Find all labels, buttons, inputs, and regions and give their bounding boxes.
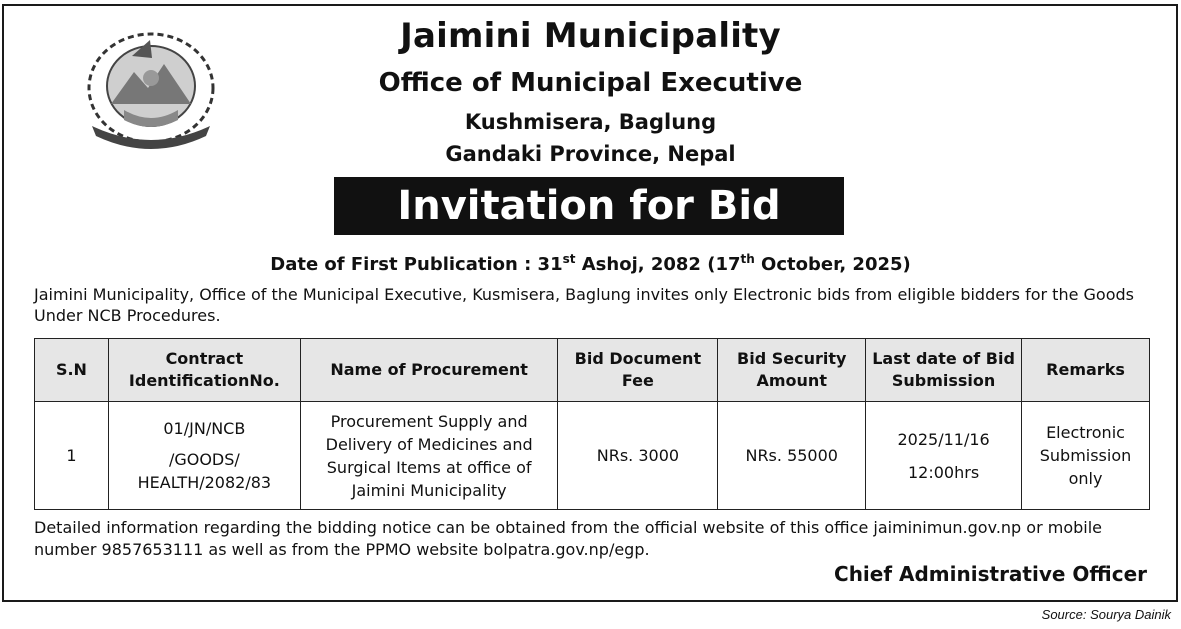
header-sn: S.N (35, 339, 109, 402)
header-security: Bid Security Amount (718, 339, 866, 402)
source-credit: Source: Sourya Dainik (1041, 607, 1171, 622)
detail-paragraph: Detailed information regarding the bidding notice can be obtained from the official website of this office jaiminimun.gov.np or mobile number 9857653111 as well as from the PPMO website bolpatra.gov.np/egp. (34, 518, 1102, 559)
bid-table (34, 338, 1150, 510)
cell-deadline (866, 402, 1022, 510)
table-row (35, 402, 1150, 510)
publication-date-mid: Ashoj, 2082 (17 (575, 254, 741, 275)
address-line: Kushmisera, Baglung (464, 110, 717, 134)
contract-id-line: 01/JN/NCB (163, 419, 246, 438)
contract-id-line: /GOODS/ (168, 450, 240, 469)
cell-sn: 1 (35, 402, 109, 510)
contract-id-line: HEALTH/2082/83 (137, 473, 272, 492)
publication-date-suffix: October, 2025) (754, 254, 911, 275)
publication-date-sup2: th (740, 252, 755, 266)
header-fee: Bid Document Fee (558, 339, 718, 402)
header-contract-id: Contract IdentificationNo. (108, 339, 300, 402)
table-header-row (35, 339, 1150, 402)
publication-date-prefix: Date of First Publication : 31 (270, 254, 563, 275)
publication-date (0, 252, 1181, 275)
intro-paragraph: Jaimini Municipality, Office of the Municipal Executive, Kusmisera, Baglung invites only Electronic bids from eligible bidders for the Goods Under NCB Procedures. (34, 285, 1134, 325)
cell-remarks: Electronic Submission only (1022, 402, 1150, 510)
province-line: Gandaki Province, Nepal (445, 142, 736, 166)
header-procurement: Name of Procurement (300, 339, 558, 402)
header-remarks: Remarks (1022, 339, 1150, 402)
cell-contract-id (108, 402, 300, 510)
cell-security: NRs. 55000 (718, 402, 866, 510)
deadline-date: 2025/11/16 (897, 429, 990, 449)
office-name: Office of Municipal Executive (378, 68, 803, 98)
cell-procurement: Procurement Supply and Delivery of Medicines and Surgical Items at office of Jaimini Municipality (300, 402, 558, 510)
notice-title: Invitation for Bid (334, 177, 844, 235)
header-deadline: Last date of Bid Submission (866, 339, 1022, 402)
publication-date-sup1: st (562, 252, 576, 266)
signoff: Chief Administrative Officer (834, 562, 1147, 586)
deadline-time: 12:00hrs (907, 462, 980, 482)
cell-fee: NRs. 3000 (558, 402, 718, 510)
municipality-name: Jaimini Municipality (400, 16, 781, 56)
